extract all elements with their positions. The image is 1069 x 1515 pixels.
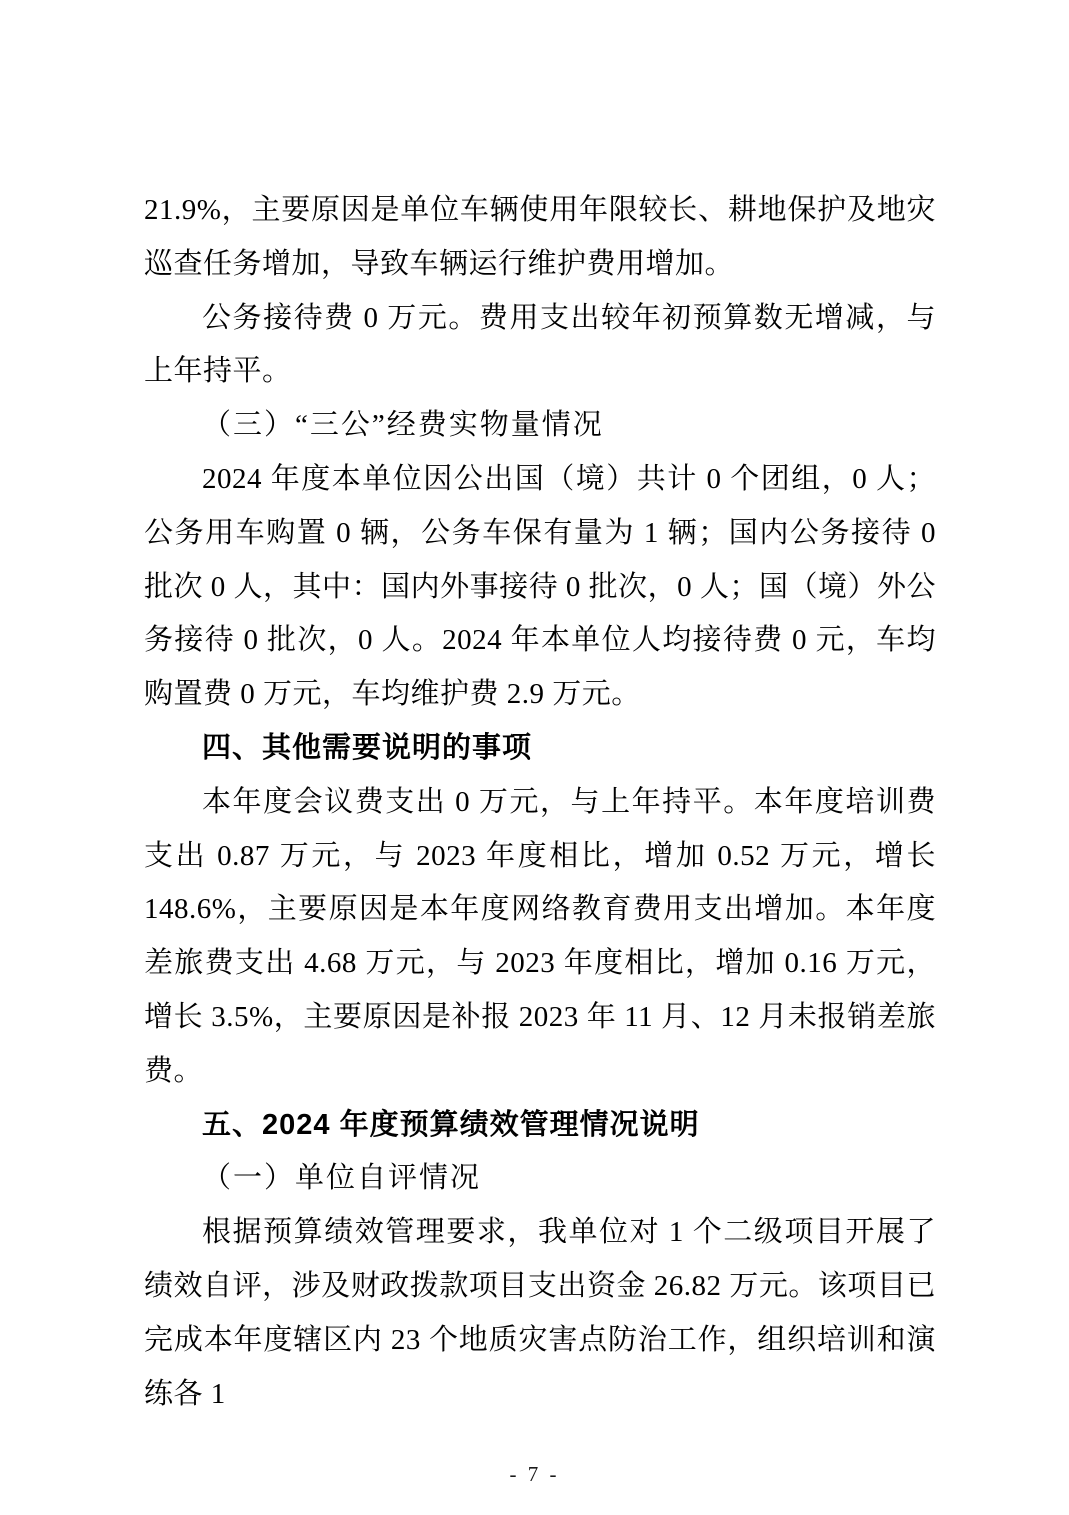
paragraph-vehicle-cost-reason: 21.9%，主要原因是单位车辆使用年限较长、耕地保护及地灾巡查任务增加，导致车辆运行维护费用增加。 bbox=[144, 194, 936, 280]
subheading-self-evaluation: （一）单位自评情况 bbox=[202, 1162, 482, 1195]
document-body bbox=[144, 184, 936, 1421]
subheading-three-public-physical-quantity: （三）“三公”经费实物量情况 bbox=[202, 409, 604, 442]
paragraph-reception-fee: 公务接待费 0 万元。费用支出较年初预算数无增减，与上年持平。 bbox=[144, 301, 936, 388]
paragraph-other-matters-detail: 本年度会议费支出 0 万元，与上年持平。本年度培训费支出 0.87 万元，与 2023 年度相比，增加 0.52 万元，增长 148.6%，主要原因是本年度网络教育费用支出增加。本年度差旅费支出 4.68 万元，与 2023 年度相比，增加 0.16 万元，增长 3.5%，主要原因是补报 2023 年 11 月、12 月未报销差旅费。 bbox=[144, 785, 936, 1087]
heading-section-four-other-matters: 四、其他需要说明的事项 bbox=[202, 731, 533, 764]
page-number: - 7 - bbox=[509, 1462, 560, 1486]
heading-section-five-performance-management: 五、2024 年度预算绩效管理情况说明 bbox=[202, 1108, 700, 1141]
paragraph-self-evaluation-detail: 根据预算绩效管理要求，我单位对 1 个二级项目开展了绩效自评，涉及财政拨款项目支出资金 26.82 万元。该项目已完成本年度辖区内 23 个地质灾害点防治工作，组织培训和演练各 1 bbox=[144, 1216, 936, 1410]
paragraph-physical-quantity-detail: 2024 年度本单位因公出国（境）共计 0 个团组，0 人；公务用车购置 0 辆，公务车保有量为 1 辆；国内公务接待 0 批次 0 人，其中：国内外事接待 0 批次，0 人；国（境）外公务接待 0 批次，0 人。2024 年本单位人均接待费 0 元，车均购置费 0 万元，车均维护费 2.9 万元。 bbox=[144, 462, 936, 711]
